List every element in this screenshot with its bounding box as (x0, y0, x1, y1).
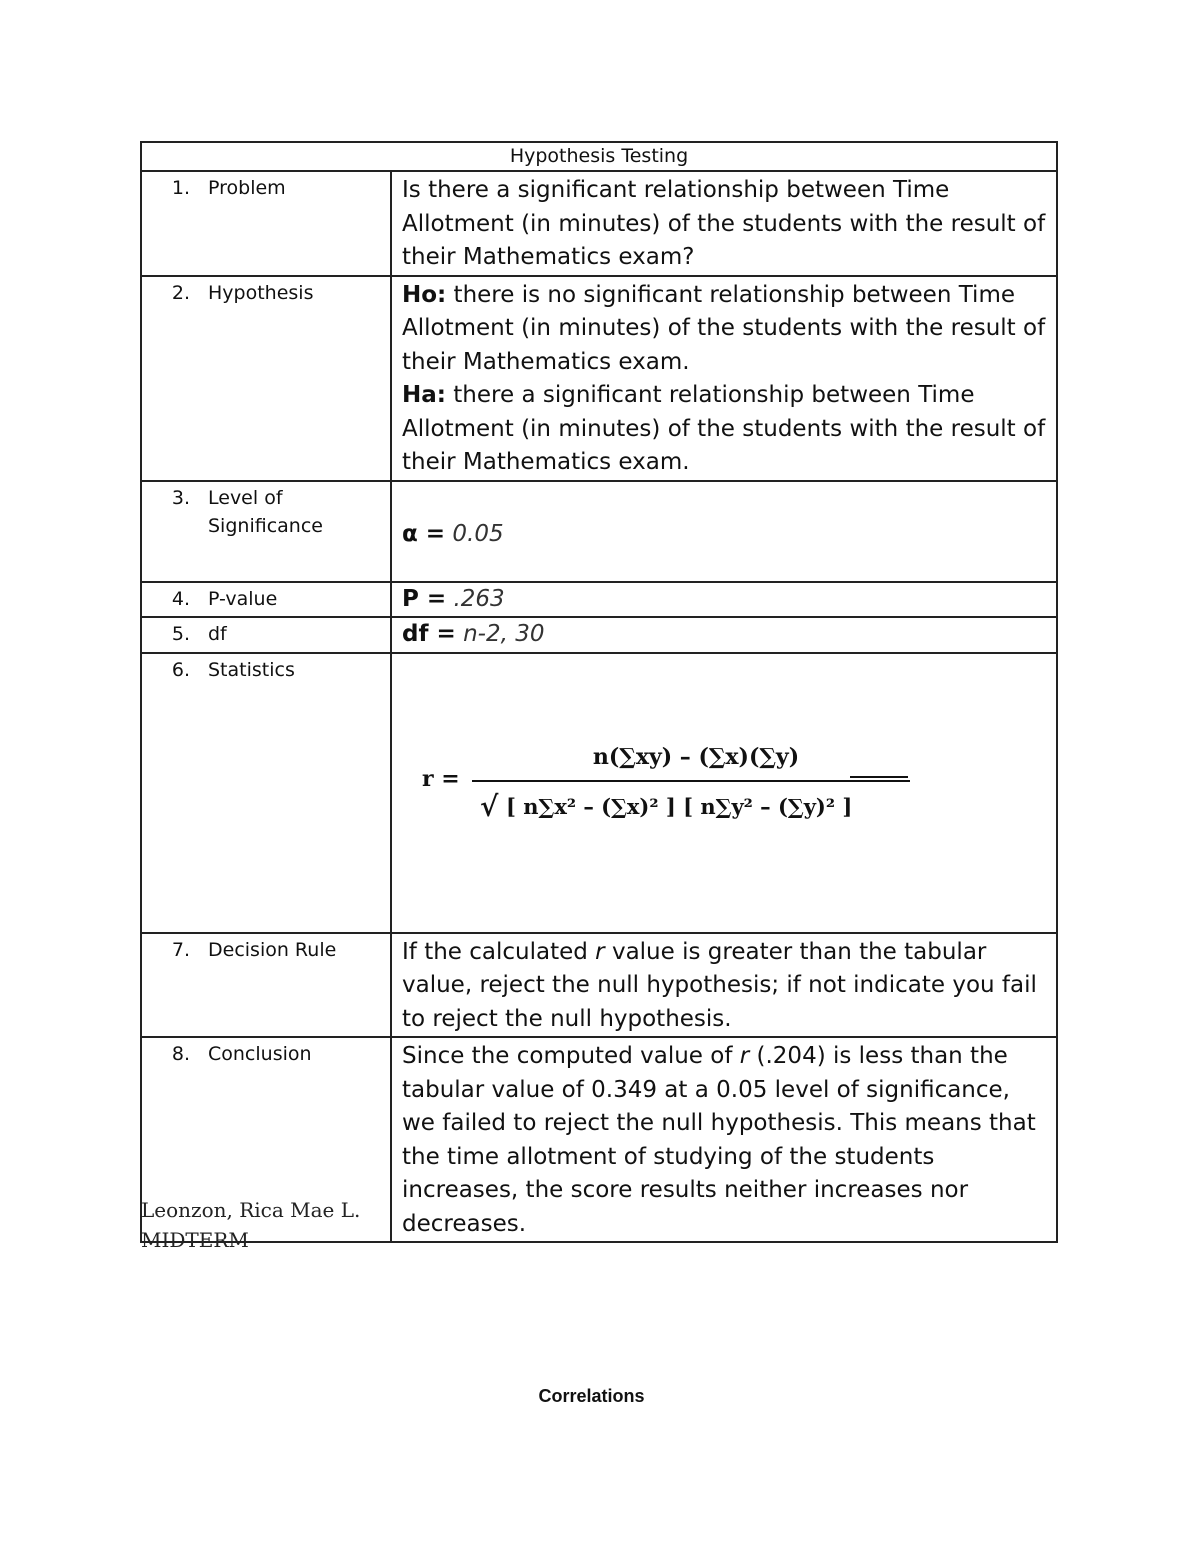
conclusion-r: r (739, 1043, 750, 1069)
pearson-r-formula (410, 730, 910, 820)
row-number: 1. (171, 177, 190, 199)
conclusion-text-b: (.204) is less than the tabular value of 0.349 at a 0.05 level of significance, we failed to reject the null hypothesis. This means that the time allotment of studying of the students increases, the score results neither increases nor decreases. (402, 1043, 1036, 1237)
row-label: P-value (208, 587, 278, 610)
row-content-cell (391, 653, 1057, 933)
row-label: Hypothesis (208, 281, 314, 304)
correlations-heading: Correlations (538, 1386, 645, 1406)
row-label: Conclusion (208, 1043, 312, 1065)
formula-numerator: n(∑xy) – (∑x)(∑y) (592, 743, 800, 770)
row-content-cell (391, 617, 1057, 653)
problem-text: Is there a significant relationship between Time Allotment (in minutes) of the students with the result of their Mathematics exam? (402, 177, 1046, 270)
ho-text: there is no significant relationship between Time Allotment (in minutes) of the students with the result of their Mathematics exam. (402, 281, 1046, 375)
df-symbol: df = (402, 621, 456, 647)
row-label-cell (141, 171, 391, 276)
row-label: Decision Rule (208, 938, 337, 961)
table-row-level-of-significance (141, 481, 1057, 582)
table-title: Hypothesis Testing (141, 142, 1057, 171)
exam-label: MIDTERM (141, 1228, 249, 1252)
decision-r: r (595, 938, 605, 965)
table-row-decision-rule (141, 933, 1057, 1038)
row-label: df (208, 623, 227, 645)
df-value (392, 618, 1056, 652)
row-number: 7. (171, 938, 190, 961)
row-number: 8. (171, 1043, 190, 1065)
row-label-cell (141, 617, 391, 653)
p-symbol: P = (402, 585, 447, 612)
row-content-cell (391, 171, 1057, 276)
row-label: Level of Significance (208, 486, 323, 537)
row-label-cell (141, 276, 391, 481)
table-row-hypothesis (141, 276, 1057, 481)
ha-text: there a significant relationship between Time Allotment (in minutes) of the students with the result of their Mathematics exam. (402, 382, 1046, 475)
row-label-cell (141, 933, 391, 1038)
row-label-cell (141, 582, 391, 618)
null-hypothesis (392, 277, 1056, 380)
formula-lhs: r = (422, 765, 460, 792)
row-number: 6. (171, 658, 190, 681)
alpha-number: 0.05 (452, 520, 504, 547)
alpha-value (392, 482, 1056, 552)
author-name: Leonzon, Rica Mae L. (141, 1198, 361, 1222)
row-label: Problem (208, 177, 286, 199)
row-label-cell (141, 481, 391, 582)
alternative-hypothesis (392, 379, 1056, 480)
ha-label: Ha: (402, 382, 446, 408)
ho-label: Ho: (402, 281, 447, 308)
decision-text-a: If the calculated (402, 938, 596, 965)
row-label-cell (141, 653, 391, 933)
row-content-cell (391, 933, 1057, 1038)
table-row-problem (141, 171, 1057, 276)
row-number: 3. (171, 486, 190, 509)
radical-icon: √ (480, 789, 499, 820)
df-number: n-2, 30 (463, 621, 545, 647)
row-content-cell (391, 276, 1057, 481)
alpha-symbol: α = (402, 520, 446, 547)
conclusion-text (392, 1038, 1056, 1241)
table-title-row (141, 142, 1057, 171)
table-row-p-value (141, 582, 1057, 618)
decision-rule-text (392, 934, 1056, 1037)
hypothesis-testing-table (140, 141, 1058, 1243)
row-content-cell (391, 582, 1057, 618)
p-number: .263 (453, 585, 505, 612)
row-number: 4. (171, 587, 190, 610)
row-label: Statistics (208, 658, 295, 681)
table-row-statistics (141, 653, 1057, 933)
decision-text-b: value is greater than the tabular value, reject the null hypothesis; if not indicate you fail to reject the null hypothesis. (402, 938, 1037, 1032)
row-content-cell (391, 481, 1057, 582)
conclusion-text-a: Since the computed value of (402, 1043, 740, 1069)
row-content-cell (391, 1037, 1057, 1242)
row-number: 2. (171, 281, 190, 304)
formula-denominator: [ n∑x² – (∑x)² ] [ n∑y² – (∑y)² ] (506, 793, 853, 819)
table-row-df (141, 617, 1057, 653)
row-number: 5. (171, 623, 190, 645)
p-value (392, 583, 1056, 617)
